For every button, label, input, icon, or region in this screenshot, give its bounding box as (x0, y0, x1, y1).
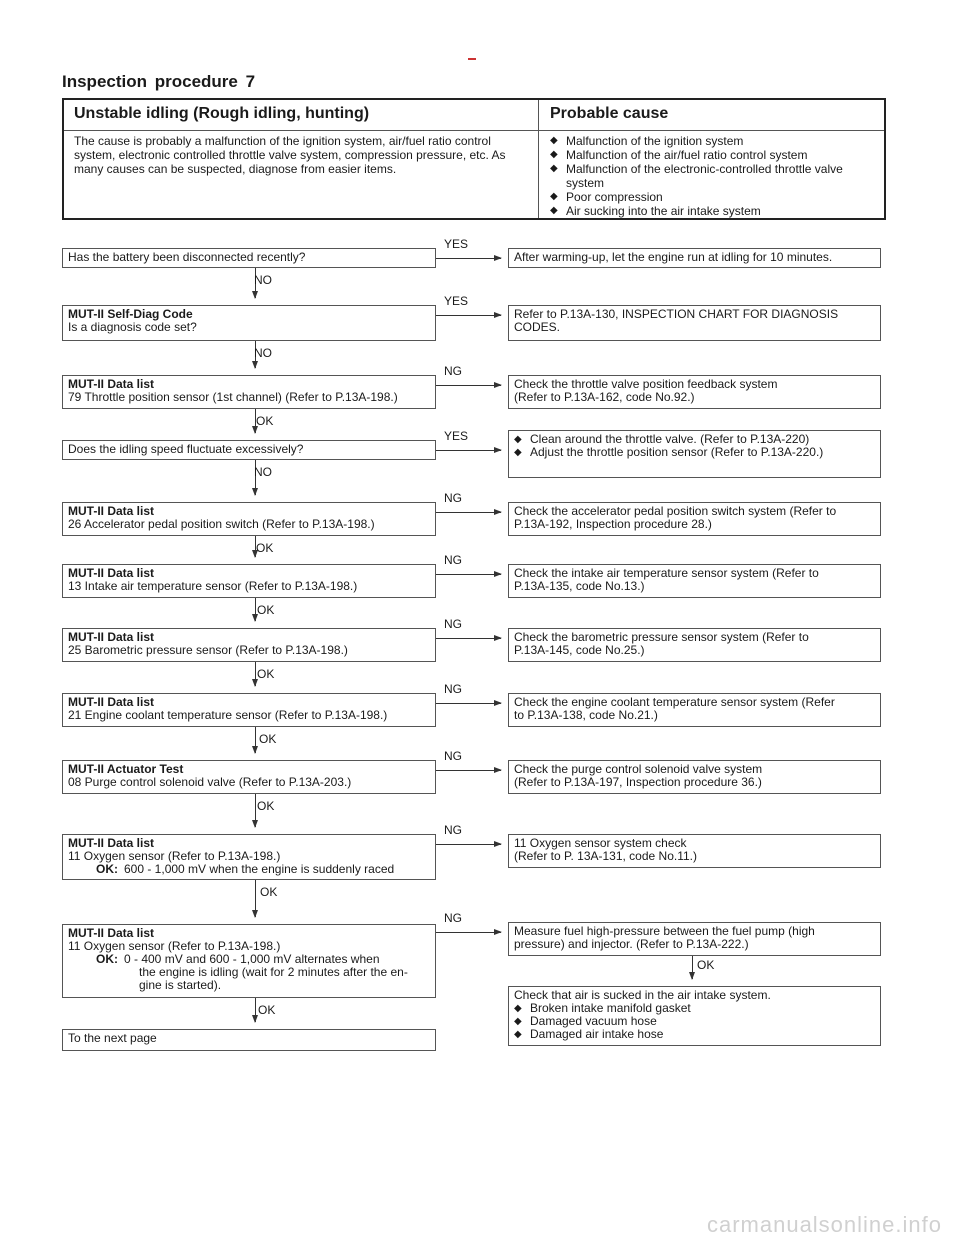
box-line: P.13A-145, code No.25.) (514, 643, 645, 657)
box-line: 11 Oxygen sensor (Refer to P.13A-198.) (68, 849, 281, 863)
flow-label-down: NO (254, 465, 272, 479)
result-box (508, 760, 881, 794)
box-line: To the next page (68, 1031, 157, 1045)
result-box (508, 834, 881, 868)
side-arrow (436, 315, 501, 316)
result-box (508, 430, 881, 478)
step-title: MUT-II Self-Diag Code (68, 307, 193, 321)
cause-item: ◆ Malfunction of the electronic-controlled throttle valve system (550, 162, 880, 190)
box-line: CODES. (514, 320, 561, 334)
step-box (62, 924, 436, 998)
step-box (62, 375, 436, 409)
box-line: 21 Engine coolant temperature sensor (Refer to P.13A-198.) (68, 708, 388, 722)
side-arrow (436, 703, 501, 704)
bullet-list (514, 433, 875, 459)
flow-label-side: NG (444, 491, 462, 505)
result-box (508, 248, 881, 268)
flow-label-side: NG (444, 911, 462, 925)
flow-label-side: NG (444, 749, 462, 763)
step-box (62, 628, 436, 662)
result-box (508, 693, 881, 727)
side-arrow (436, 638, 501, 639)
box-line: 13 Intake air temperature sensor (Refer to P.13A-198.) (68, 579, 358, 593)
result-link-arrow (692, 956, 693, 979)
bullet-list (514, 1002, 875, 1041)
step-box (62, 1029, 436, 1051)
box-line: Does the idling speed fluctuate excessively? (68, 442, 304, 456)
box-line: Check the intake air temperature sensor system (Refer to (514, 566, 819, 580)
flow-label-side: NG (444, 682, 462, 696)
side-arrow (436, 512, 501, 513)
step-box (62, 693, 436, 727)
box-line: 25 Barometric pressure sensor (Refer to P.13A-198.) (68, 643, 348, 657)
cause-item: ◆ Poor compression (550, 190, 880, 204)
step-box (62, 248, 436, 268)
flow-label-side: NG (444, 617, 462, 631)
step-box (62, 440, 436, 460)
result-box (508, 502, 881, 536)
probable-cause-header: Probable cause (550, 105, 669, 122)
box-line: 11 Oxygen sensor (Refer to P.13A-198.) (68, 939, 281, 953)
box-line: P.13A-135, code No.13.) (514, 579, 645, 593)
step-title: MUT-II Data list (68, 566, 155, 580)
down-arrow (255, 598, 256, 621)
down-arrow (255, 998, 256, 1022)
box-line: 11 Oxygen sensor system check (514, 836, 687, 850)
flow-label-down: OK (258, 1003, 276, 1017)
side-arrow (436, 258, 501, 259)
cause-item: ◆ Malfunction of the air/fuel ratio control system (550, 148, 880, 162)
ok-value: gine is started). (139, 978, 222, 992)
step-title: MUT-II Data list (68, 836, 155, 850)
bullet-item: ◆ Damaged vacuum hose (514, 1015, 875, 1028)
flow-label-side: NG (444, 553, 462, 567)
step-title: MUT-II Data list (68, 630, 155, 644)
flow-label-side: YES (444, 237, 469, 251)
down-arrow (255, 880, 256, 917)
box-line: Check the accelerator pedal position switch system (Refer to (514, 504, 837, 518)
page-title: Inspection procedure 7 (62, 72, 256, 91)
table-column-divider (538, 100, 539, 218)
flow-label-down: OK (257, 667, 275, 681)
flow-label-result-link: OK (697, 958, 715, 972)
side-arrow (436, 932, 501, 933)
flow-label-down: NO (254, 273, 272, 287)
ok-value: 600 - 1,000 mV when the engine is suddenly raced (124, 862, 395, 876)
flow-label-side: YES (444, 294, 469, 308)
result-box (508, 986, 881, 1046)
symptom-header: Unstable idling (Rough idling, hunting) (74, 105, 370, 122)
ok-value: 0 - 400 mV and 600 - 1,000 mV alternates when (124, 952, 380, 966)
flow-label-side: NG (444, 823, 462, 837)
step-title: MUT-II Data list (68, 504, 155, 518)
box-line: Has the battery been disconnected recently? (68, 250, 306, 264)
symptom-description: The cause is probably a malfunction of the ignition system, air/fuel ratio control system, electronic controlled throttle valve system, compression pressure, etc. As many causes can be suspected, diagnose from easier items. (74, 134, 506, 176)
box-line: 26 Accelerator pedal position switch (Refer to P.13A-198.) (68, 517, 375, 531)
step-title: MUT-II Data list (68, 926, 155, 940)
box-line: P.13A-192, Inspection procedure 28.) (514, 517, 712, 531)
down-arrow (255, 727, 256, 753)
down-arrow (255, 662, 256, 686)
box-line: 79 Throttle position sensor (1st channel) (Refer to P.13A-198.) (68, 390, 398, 404)
box-line: Check the engine coolant temperature sensor system (Refer (514, 695, 835, 709)
step-box (62, 760, 436, 794)
box-line: (Refer to P. 13A-131, code No.11.) (514, 849, 697, 863)
flow-label-down: OK (257, 799, 275, 813)
step-title: MUT-II Data list (68, 695, 155, 709)
cause-item: ◆ Air sucking into the air intake system (550, 204, 880, 218)
ok-label: OK: (96, 862, 118, 876)
down-arrow (255, 794, 256, 827)
flow-label-down: OK (259, 732, 277, 746)
ok-value: the engine is idling (wait for 2 minutes after the en- (139, 965, 408, 979)
box-line: Is a diagnosis code set? (68, 320, 197, 334)
result-box (508, 564, 881, 598)
box-line: 08 Purge control solenoid valve (Refer to P.13A-203.) (68, 775, 352, 789)
bullet-item: ◆ Clean around the throttle valve. (Refer to P.13A-220) (514, 433, 875, 446)
flow-label-side: NG (444, 364, 462, 378)
box-line: to P.13A-138, code No.21.) (514, 708, 658, 722)
step-title: MUT-II Actuator Test (68, 762, 184, 776)
step-title: MUT-II Data list (68, 377, 155, 391)
ok-criteria (68, 863, 430, 876)
step-box (62, 834, 436, 880)
result-box (508, 375, 881, 409)
box-line: Check the throttle valve position feedback system (514, 377, 778, 391)
probable-cause-list (550, 134, 880, 218)
box-line: Check that air is sucked in the air intake system. (514, 988, 771, 1002)
box-line: Measure fuel high-pressure between the fuel pump (high (514, 924, 815, 938)
step-box (62, 305, 436, 341)
result-box (508, 628, 881, 662)
box-line: Refer to P.13A-130, INSPECTION CHART FOR DIAGNOSIS (514, 307, 839, 321)
box-line: pressure) and injector. (Refer to P.13A-222.) (514, 937, 749, 951)
bullet-item: ◆ Broken intake manifold gasket (514, 1002, 875, 1015)
header-mark (468, 58, 476, 60)
side-arrow (436, 844, 501, 845)
box-line: Check the barometric pressure sensor system (Refer to (514, 630, 809, 644)
flow-label-down: OK (257, 603, 275, 617)
side-arrow (436, 385, 501, 386)
box-line: (Refer to P.13A-162, code No.92.) (514, 390, 695, 404)
step-box (62, 502, 436, 536)
flow-label-side: YES (444, 429, 469, 443)
flow-label-down: OK (260, 885, 278, 899)
step-box (62, 564, 436, 598)
flow-label-down: NO (254, 346, 272, 360)
flow-label-down: OK (256, 414, 274, 428)
bullet-item: ◆ Damaged air intake hose (514, 1028, 875, 1041)
bullet-item: ◆ Adjust the throttle position sensor (Refer to P.13A-220.) (514, 446, 875, 459)
watermark: carmanualsonline.info (706, 1212, 942, 1237)
box-line: (Refer to P.13A-197, Inspection procedure 36.) (514, 775, 762, 789)
side-arrow (436, 770, 501, 771)
side-arrow (436, 574, 501, 575)
probable-cause-table (62, 98, 886, 220)
flow-label-down: OK (256, 541, 274, 555)
cause-item: ◆ Malfunction of the ignition system (550, 134, 880, 148)
side-arrow (436, 450, 501, 451)
result-box (508, 922, 881, 956)
box-line: After warming-up, let the engine run at idling for 10 minutes. (514, 250, 833, 264)
result-box (508, 305, 881, 341)
box-line: Check the purge control solenoid valve system (514, 762, 763, 776)
ok-label: OK: (96, 952, 118, 966)
